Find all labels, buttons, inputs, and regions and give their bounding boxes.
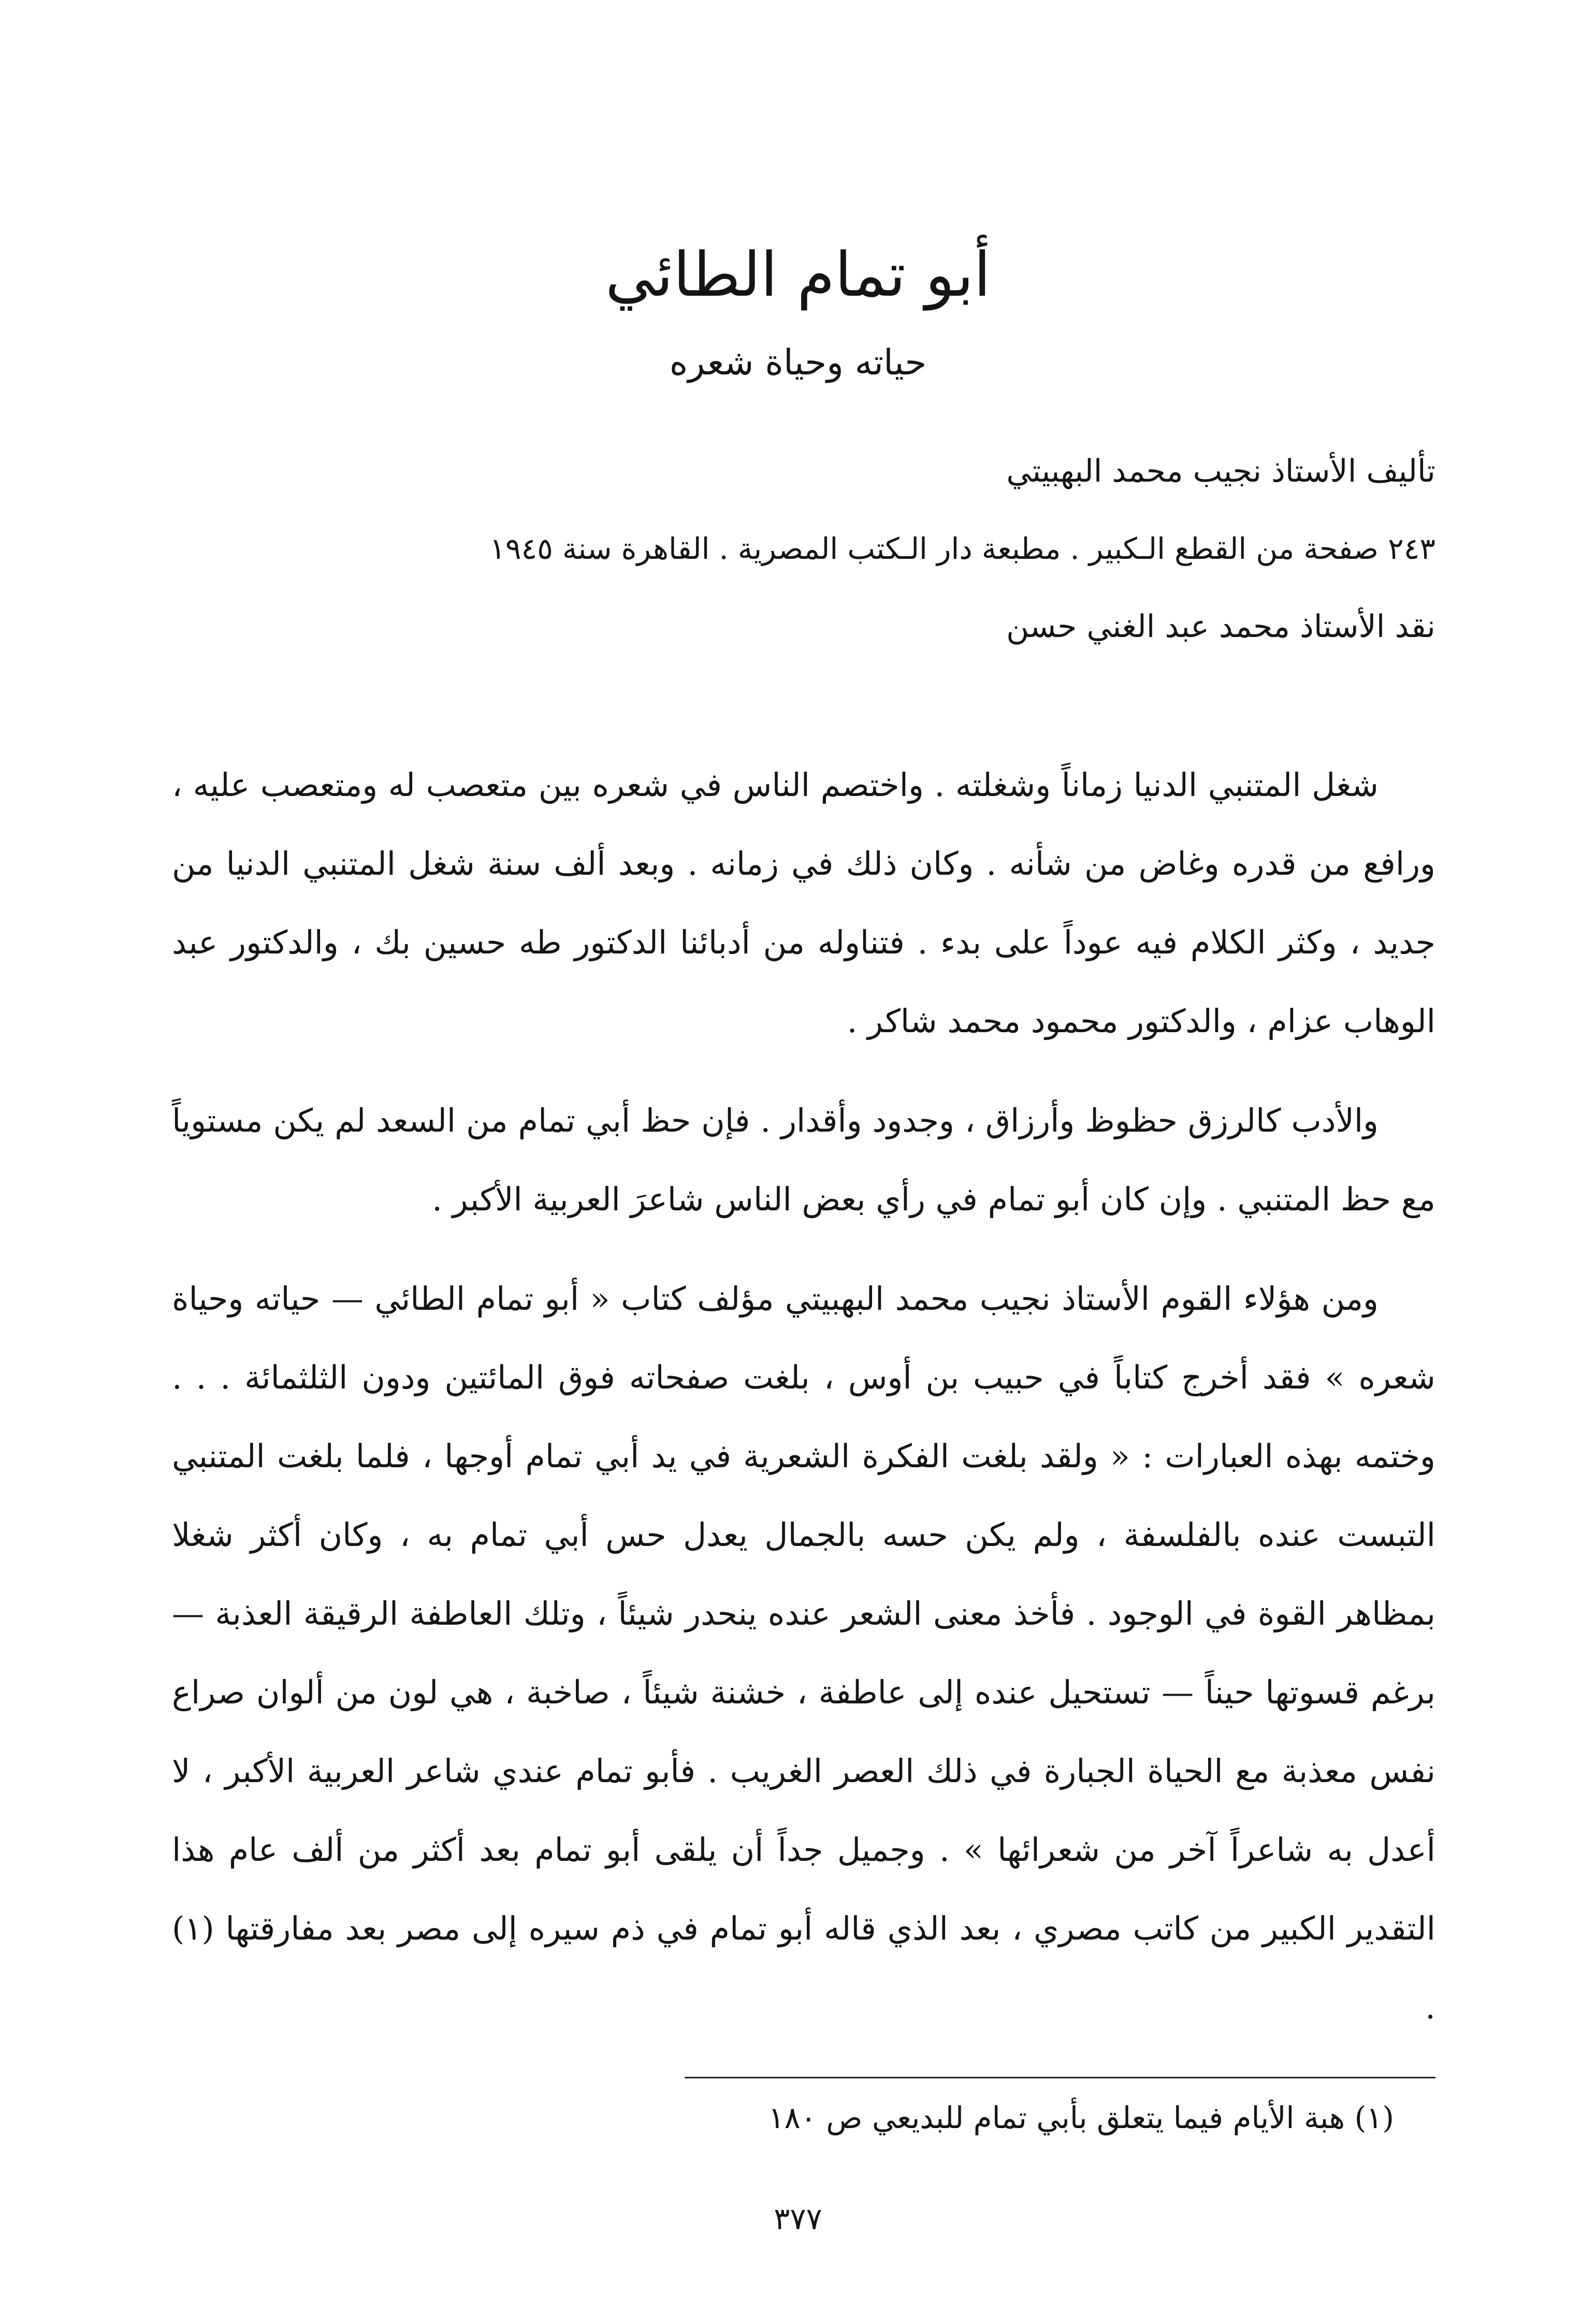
author-line: تأليف الأستاذ نجيب محمد البهبيتي xyxy=(1006,453,1435,489)
publication-info xyxy=(141,432,1435,666)
paragraph-1: شغل المتنبي الدنيا زماناً وشغلته . واختصم الناس في شعره بين متعصب له ومتعصب عليه ، ورافع من قدره وغاض من شأنه . وكان ذلك في زمانه . وبعد ألف سنة شغل المتنبي الدنيا من جديد ، وكثر الكلام فيه عوداً على بدء . فتناوله من أدبائنا الدكتور طه حسين بك ، والدكتور عبد الوهاب عزام ، والدكتور محمود محمد شاكر . xyxy=(172,766,1435,1040)
footnote: (١) هبة الأيام فيما يتعلق بأبي تمام للبديعي ص ١٨٠ xyxy=(768,2100,1394,2135)
article-subtitle: حياته وحياة شعره xyxy=(669,342,927,383)
footnote-divider xyxy=(685,2077,1435,2078)
article-body xyxy=(172,746,1435,2067)
publication-line: ٢٤٣ صفحة من القطع الـكبير . مطبعة دار الـكتب المصرية . القاهرة سنة ١٩٤٥ xyxy=(489,532,1435,566)
paragraph-2: والأدب كالرزق حظوظ وأرزاق ، وجدود وأقدار . فإن حظ أبي تمام من السعد لم يكن مستوياً مع حظ المتنبي . وإن كان أبو تمام في رأي بعض الناس شاعرَ العربية الأكبر . xyxy=(172,1102,1435,1218)
page-number: ٣٧٧ xyxy=(774,2201,822,2236)
critic-line: نقد الأستاذ محمد عبد الغني حسن xyxy=(1006,609,1435,645)
article-title: أبو تمام الطائي xyxy=(605,239,991,310)
paragraph-3: ومن هؤلاء القوم الأستاذ نجيب محمد البهبيتي مؤلف كتاب « أبو تمام الطائي — حياته وحياة شعره » فقد أخرج كتاباً في حبيب بن أوس ، بلغت صفحاته فوق المائتين ودون الثلثمائة . . . وختمه بهذه العبارات : « ولقد بلغت الفكرة الشعرية في يد أبي تمام أوجها ، فلما بلغت المتنبي التبست عنده بالفلسفة ، ولم يكن حسه بالجمال يعدل حس أبي تمام به ، وكان أكثر شغلا بمظاهر القوة في الوجود . فأخذ معنى الشعر عنده ينحدر شيئاً ، وتلك العاطفة الرقيقة العذبة — برغم قسوتها حيناً — تستحيل عنده إلى عاطفة ، خشنة شيئاً ، صاخبة ، هي لون من ألوان صراع نفس معذبة مع الحياة الجبارة في ذلك العصر الغريب . فأبو تمام عندي شاعر العربية الأكبر ، لا أعدل به شاعراً آخر من شعرائها » . وجميل جداً أن يلقى أبو تمام بعد أكثر من ألف عام هذا التقدير الكبير من كاتب مصري ، بعد الذي قاله أبو تمام في ذم سيره إلى مصر بعد مفارقتها (١) . xyxy=(172,1280,1435,2026)
